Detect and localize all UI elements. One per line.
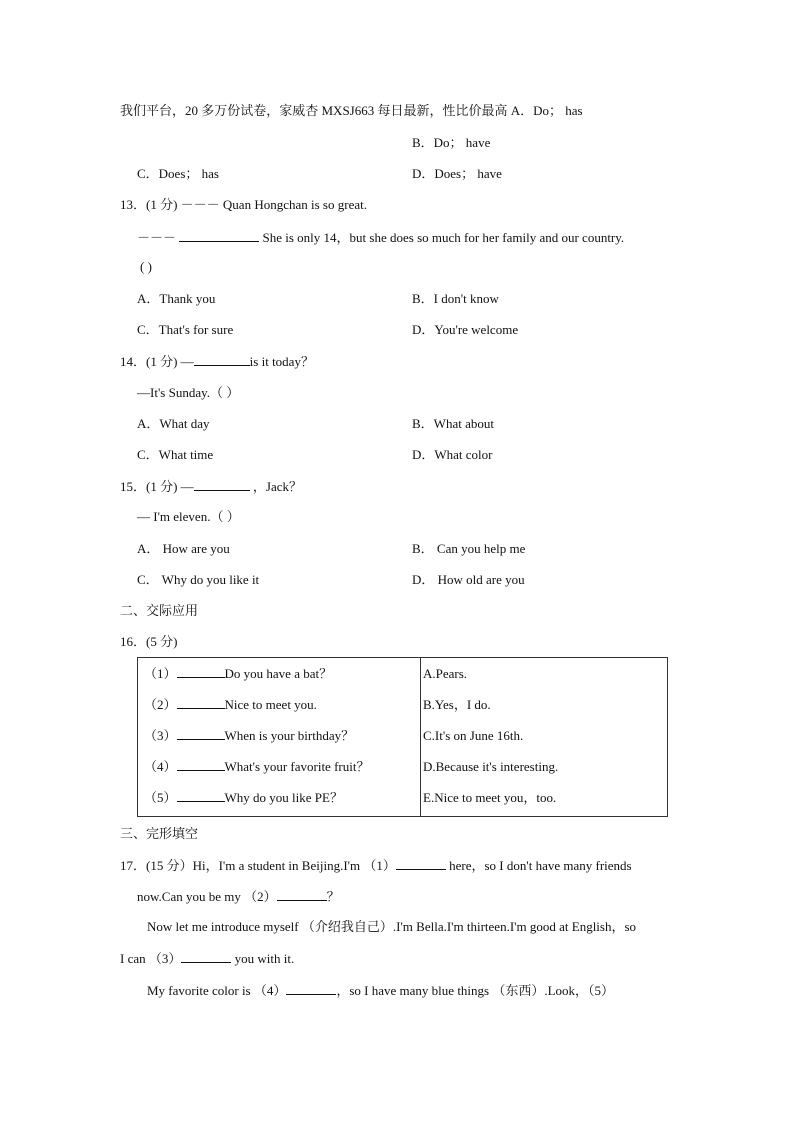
q15-question <box>120 477 302 496</box>
q15-prompt-suffix: ，Jack？ <box>252 479 303 494</box>
q16-item-number: （1） <box>144 666 177 681</box>
q14-prompt-prefix: — <box>180 354 194 369</box>
q14-number: 14．(1 分) <box>120 354 178 369</box>
q16-left-item <box>138 720 420 751</box>
q16-right-item: D.Because it's interesting. <box>423 759 559 774</box>
q17-line-1 <box>120 856 632 875</box>
q12-option-d[interactable]: D．Does； have <box>412 166 502 181</box>
q13-reply <box>137 228 624 247</box>
q14-option-c[interactable]: C．What time <box>137 447 214 462</box>
q14-answer-blank[interactable] <box>194 352 250 366</box>
q16-answer-blank[interactable] <box>177 757 225 771</box>
q17-blank-1[interactable] <box>396 856 446 870</box>
q16-right-item: A.Pears. <box>423 666 468 681</box>
q16-left-item <box>138 751 420 782</box>
q17-line-5 <box>147 981 614 1000</box>
q13-prompt: －－－ Quan Hongchan is so great. <box>180 197 367 212</box>
q17-blank-4[interactable] <box>286 981 336 995</box>
q12-option-c[interactable]: C．Does； has <box>137 166 219 181</box>
q14-option-d[interactable]: D．What color <box>412 447 493 462</box>
q17-line-2-prefix: now.Can you be my （2） <box>137 889 277 904</box>
q13-option-b[interactable]: B．I don't know <box>412 291 499 306</box>
q16-right-item: B.Yes，I do. <box>423 697 491 712</box>
q15-prompt-prefix: — <box>180 479 194 494</box>
q14-prompt-suffix: is it today？ <box>249 354 314 369</box>
q13-reply-suffix: She is only 14，but she does so much for her family and our country. <box>262 230 625 245</box>
q14-option-a[interactable]: A．What day <box>137 416 210 431</box>
q16-left-column <box>138 658 421 817</box>
q15-reply: — I'm eleven.（ ） <box>137 509 240 524</box>
q17-line-4 <box>120 949 294 968</box>
q16-matching-table <box>137 657 668 817</box>
q17-line-4-suffix: you with it. <box>234 951 295 966</box>
q16-answer-blank[interactable] <box>177 788 225 802</box>
q15-answer-blank[interactable] <box>194 477 250 491</box>
q15-option-d[interactable]: D． How old are you <box>412 572 525 587</box>
q17-line-5-suffix: ，so I have many blue things （东西）.Look，（5） <box>336 983 615 998</box>
q17-line-5-prefix: My favorite color is （4） <box>147 983 287 998</box>
q15-number: 15．(1 分) <box>120 479 178 494</box>
q15-option-a[interactable]: A． How are you <box>137 541 230 556</box>
header-line: 我们平台，20 多万份试卷，家威杏 MXSJ663 每日最新，性比价最高 A．Do； has <box>120 103 583 118</box>
q16-item-text: Nice to meet you. <box>224 697 317 712</box>
q17-blank-2[interactable] <box>277 887 327 901</box>
q17-line-1-prefix: 17．(15 分）Hi，I'm a student in Beijing.I'm （1） <box>120 858 396 873</box>
q17-line-3: Now let me introduce myself （介绍我自己）.I'm Bella.I'm thirteen.I'm good at English，so <box>147 919 637 934</box>
section-3-title: 三、完形填空 <box>120 826 199 841</box>
q13-number: 13．(1 分) <box>120 197 178 212</box>
q17-line-4-prefix: I can （3） <box>120 951 182 966</box>
q16-item-text: Why do you like PE？ <box>224 790 343 805</box>
q16-left-item <box>138 782 420 813</box>
q17-line-1-suffix: here，so I don't have many friends <box>449 858 632 873</box>
q17-blank-3[interactable] <box>181 949 231 963</box>
q16-number: 16．(5 分) <box>120 634 178 649</box>
q17-line-2 <box>137 887 340 906</box>
q16-answer-blank[interactable] <box>177 664 225 678</box>
q15-option-c[interactable]: C． Why do you like it <box>137 572 260 587</box>
q13-answer-paren: ( ) <box>140 259 152 274</box>
q15-option-b[interactable]: B． Can you help me <box>412 541 526 556</box>
q13-option-c[interactable]: C．That's for sure <box>137 322 234 337</box>
q16-right-item: C.It's on June 16th. <box>423 728 524 743</box>
q13-question <box>120 196 367 214</box>
q16-left-item <box>138 689 420 720</box>
q16-item-text: Do you have a bat？ <box>224 666 333 681</box>
q16-right-item: E.Nice to meet you，too. <box>423 790 557 805</box>
q14-option-b[interactable]: B．What about <box>412 416 494 431</box>
q16-item-number: （3） <box>144 728 177 743</box>
section-2-title: 二、交际应用 <box>120 603 199 618</box>
q13-option-d[interactable]: D．You're welcome <box>412 322 519 337</box>
q12-option-b[interactable]: B．Do； have <box>412 135 491 150</box>
q13-reply-prefix: －－－ <box>137 230 177 245</box>
q16-item-number: （4） <box>144 759 177 774</box>
q14-reply: —It's Sunday.（ ） <box>137 385 240 400</box>
q13-option-a[interactable]: A．Thank you <box>137 291 216 306</box>
q16-answer-blank[interactable] <box>177 726 225 740</box>
q16-item-text: What's your favorite fruit？ <box>224 759 370 774</box>
q16-right-column <box>421 658 668 817</box>
q17-line-2-suffix: ？ <box>326 889 340 904</box>
q16-item-number: （5） <box>144 790 177 805</box>
q14-question <box>120 352 314 371</box>
q16-answer-blank[interactable] <box>177 695 225 709</box>
q13-answer-blank[interactable] <box>179 228 259 242</box>
q16-item-number: （2） <box>144 697 177 712</box>
q16-left-item <box>138 658 420 689</box>
q16-item-text: When is your birthday？ <box>224 728 355 743</box>
